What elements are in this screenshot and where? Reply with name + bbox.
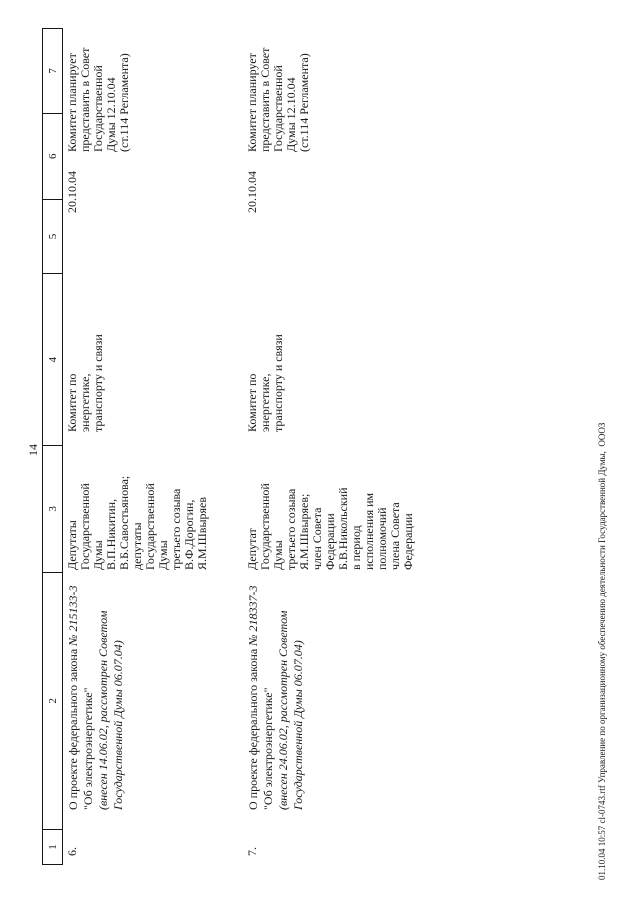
plan-line: Государственной	[91, 65, 105, 152]
initiator-line: В.Б.Савостьянова;	[117, 475, 131, 570]
initiator-line: третьего созыва	[169, 488, 183, 570]
initiator-line: Думы	[271, 540, 285, 570]
bill-number: № 218337-3	[246, 585, 260, 646]
column-header-2: 2	[43, 572, 62, 829]
plan-line: Комитет планирует	[245, 53, 259, 152]
bill-note-line: (внесен 24.06.02, рассмотрен Советом	[276, 610, 290, 810]
bill-title-text: О проекте федерального закона	[66, 645, 80, 810]
initiator-line: В.П.Никитин,	[104, 498, 118, 570]
initiator-line: полномочий	[375, 507, 389, 570]
date-cell: 20.10.04	[245, 171, 259, 213]
plan-line: (ст.114 Регламента)	[297, 53, 311, 152]
initiator-line: в период	[349, 525, 363, 570]
initiator-line: член Совета	[310, 507, 324, 570]
plan-cell	[246, 7, 311, 152]
initiator-line: Государственной	[78, 483, 92, 570]
initiator-line: исполнения им	[362, 492, 376, 570]
document-footer: 01.10.04 10:57 cl-0743.rtf Управление по организационному обеспечению деятельности Государственной Думы, ОООЗ	[597, 422, 607, 880]
committee-line: Комитет по	[65, 373, 79, 432]
plan-cell	[66, 7, 131, 152]
initiator-line: депутаты	[130, 522, 144, 570]
column-header-4: 4	[43, 273, 62, 445]
initiator-line: Б.В.Никольский	[336, 487, 350, 570]
item-number-value: 7.	[245, 847, 259, 856]
initiators-cell	[66, 435, 209, 570]
initiators-cell	[246, 435, 415, 570]
column-header-3: 3	[43, 445, 62, 572]
committee-cell	[246, 297, 285, 432]
plan-line: Думы 12.10.04	[104, 77, 118, 152]
initiator-line: третьего созыва	[284, 488, 298, 570]
plan-line: представить в Совет	[78, 47, 92, 152]
committee-line: Комитет по	[245, 373, 259, 432]
column-header-5: 5	[43, 199, 62, 274]
committee-cell	[66, 297, 105, 432]
bill-note-line: (внесен 14.06.02, рассмотрен Советом	[96, 610, 110, 810]
initiator-line: Федерации	[401, 513, 415, 570]
plan-line: Комитет планирует	[65, 53, 79, 152]
column-header-7: 7	[46, 68, 59, 74]
initiator-line: Думы	[91, 540, 105, 570]
table-header-row	[42, 28, 63, 865]
committee-line: энергетике,	[78, 373, 92, 432]
date-cell: 20.10.04	[65, 171, 79, 213]
bill-note-line: Государственной Думы 06.07.04)	[111, 640, 125, 810]
initiator-line: члена Совета	[388, 502, 402, 570]
initiator-line: Федерации	[323, 513, 337, 570]
committee-line: транспорту и связи	[91, 334, 105, 432]
initiator-line: Депутаты	[65, 520, 79, 570]
plan-line: представить в Совет	[258, 47, 272, 152]
item-number-value: 6.	[65, 847, 79, 856]
bill-title-cell	[66, 530, 126, 810]
bill-title-line: "Об электроэнергетике"	[261, 687, 275, 810]
initiator-line: В.Ф.Дорогин,	[182, 499, 196, 570]
plan-line: (ст.114 Регламента)	[117, 53, 131, 152]
initiator-line: Депутат	[245, 528, 259, 570]
bill-title-line: "Об электроэнергетике"	[81, 687, 95, 810]
item-number	[66, 826, 79, 856]
bill-note-line: Государственной Думы 06.07.04)	[291, 640, 305, 810]
initiator-line: Я.М.Швыряев;	[297, 493, 311, 570]
column-header-1: 1	[43, 829, 62, 864]
item-number	[246, 826, 259, 856]
column-header-6: 6	[43, 113, 62, 199]
bill-title-cell	[246, 530, 306, 810]
initiator-line: Думы	[156, 540, 170, 570]
page-number: 14	[26, 444, 40, 456]
bill-title-text: О проекте федерального закона	[246, 645, 260, 810]
initiator-line: Государственной	[143, 483, 157, 570]
bill-number: № 215133-3	[66, 585, 80, 646]
bill-title-line	[66, 530, 81, 810]
initiator-line: Я.М.Швыряев	[195, 496, 209, 570]
bill-title-line	[246, 530, 261, 810]
plan-line: Думы 12.10.04	[284, 77, 298, 152]
initiator-line: Государственной	[258, 483, 272, 570]
committee-line: энергетике,	[258, 373, 272, 432]
plan-line: Государственной	[271, 65, 285, 152]
committee-line: транспорту и связи	[271, 334, 285, 432]
